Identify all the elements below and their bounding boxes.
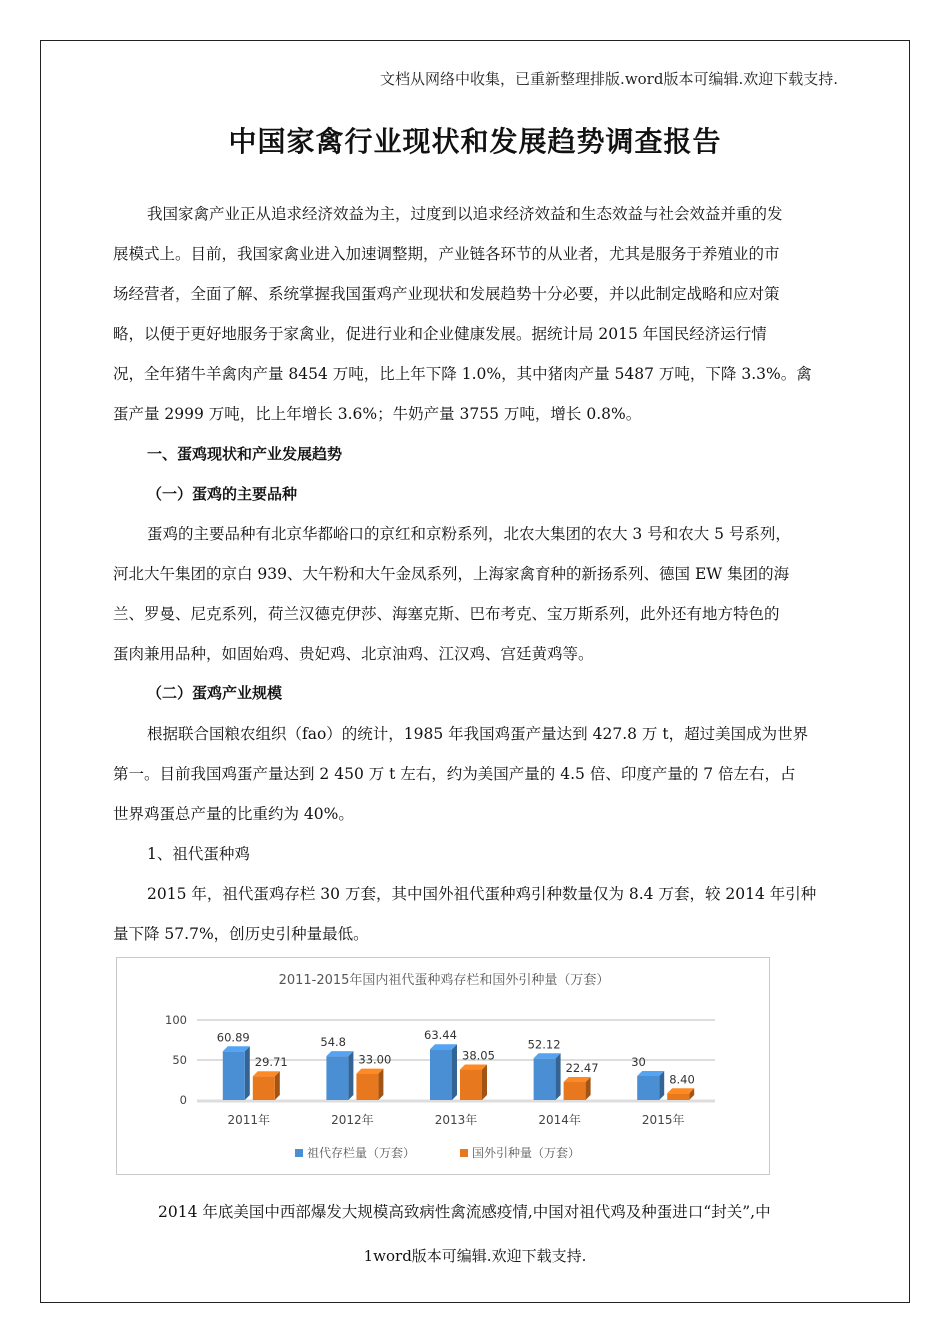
y-tick-label: 100 — [165, 1013, 187, 1027]
data-label: 8.40 — [669, 1072, 695, 1087]
subsection-heading: （二）蛋鸡产业规模 — [147, 684, 283, 702]
x-tick-label: 2011年 — [227, 1113, 271, 1127]
subsection-heading: （一）蛋鸡的主要品种 — [147, 485, 298, 503]
bar-side — [659, 1071, 664, 1100]
data-label: 38.05 — [462, 1048, 495, 1063]
bar — [460, 1070, 482, 1100]
bar-chart — [116, 957, 770, 1175]
bar — [253, 1076, 275, 1100]
paragraph-line: 略，以便于更好地服务于家禽业，促进行业和企业健康发展。据统计局 2015 年国民经济运行情 — [113, 325, 767, 343]
paragraph-line: 第一。目前我国鸡蛋产量达到 2 450 万 t 左右，约为美国产量的 4.5 倍、印度产量的 7 倍左右，占 — [113, 765, 796, 783]
data-label: 52.12 — [527, 1037, 561, 1052]
paragraph-line: 量下降 57.7%，创历史引种量最低。 — [113, 925, 369, 943]
bar — [667, 1093, 689, 1100]
bar — [326, 1056, 348, 1100]
y-tick-label: 0 — [179, 1093, 187, 1107]
legend-swatch — [460, 1149, 468, 1157]
data-label: 30 — [631, 1055, 646, 1069]
list-heading: 1、祖代蛋种鸡 — [147, 845, 250, 863]
paragraph-line: 2014 年底美国中西部爆发大规模高致病性禽流感疫情,中国对祖代鸡及种蛋进口“封关”,中 — [158, 1203, 771, 1221]
data-label: 33.00 — [358, 1052, 392, 1067]
paragraph-line: 蛋鸡的主要品种有北京华都峪口的京红和京粉系列，北农大集团的农大 3 号和农大 5 号系列， — [147, 525, 791, 543]
paragraph-line: 蛋肉兼用品种，如固始鸡、贵妃鸡、北京油鸡、江汉鸡、宫廷黄鸡等。 — [113, 645, 594, 663]
legend-swatch — [295, 1149, 303, 1157]
paragraph-line: 蛋产量 2999 万吨，比上年增长 3.6%；牛奶产量 3755 万吨，增长 0.8%。 — [113, 405, 642, 423]
bar — [430, 1049, 452, 1100]
section-heading: 一、蛋鸡现状和产业发展趋势 — [147, 445, 343, 463]
bar — [534, 1058, 556, 1100]
paragraph-line: 世界鸡蛋总产量的比重约为 40%。 — [113, 805, 354, 823]
chart-title: 2011-2015年国内祖代蛋种鸡存栏和国外引种量（万套） — [278, 973, 610, 988]
data-label: 60.89 — [216, 1030, 250, 1045]
bar — [637, 1076, 659, 1100]
paragraph-line: 场经营者，全面了解、系统掌握我国蛋鸡产业现状和发展趋势十分必要，并以此制定战略和应对策 — [113, 285, 780, 303]
bar-side — [348, 1051, 353, 1100]
data-label: 29.71 — [254, 1055, 288, 1070]
legend-label: 祖代存栏量（万套） — [307, 1146, 416, 1160]
bar-side — [275, 1071, 280, 1100]
bar — [223, 1051, 245, 1100]
page-title: 中国家禽行业现状和发展趋势调查报告 — [228, 125, 722, 158]
y-tick-label: 50 — [172, 1053, 187, 1067]
bar-side — [452, 1044, 457, 1100]
header-note: 文档从网络中收集，已重新整理排版.word版本可编辑.欢迎下载支持. — [380, 70, 838, 88]
x-tick-label: 2015年 — [641, 1113, 685, 1127]
paragraph-line: 兰、罗曼、尼克系列，荷兰汉德克伊莎、海塞克斯、巴布考克、宝万斯系列，此外还有地方特色的 — [113, 605, 780, 623]
paragraph-line: 河北大午集团的京白 939、大午粉和大午金凤系列，上海家禽育种的新扬系列、德国 EW 集团的海 — [113, 565, 790, 583]
footer-note: 1word版本可编辑.欢迎下载支持. — [363, 1247, 587, 1265]
bar-side — [378, 1069, 383, 1100]
paragraph-line: 根据联合国粮农组织（fao）的统计，1985 年我国鸡蛋产量达到 427.8 万 t，超过美国成为世界 — [147, 725, 809, 743]
bar — [564, 1082, 586, 1100]
bar-side — [245, 1046, 250, 1100]
data-label: 54.8 — [320, 1035, 347, 1050]
legend-label: 国外引种量（万套） — [472, 1146, 581, 1160]
paragraph-line: 2015 年，祖代蛋鸡存栏 30 万套，其中国外祖代蛋种鸡引种数量仅为 8.4 万套，较 2014 年引种 — [147, 885, 817, 903]
bar-side — [482, 1065, 487, 1100]
data-label: 22.47 — [565, 1061, 599, 1076]
data-label: 63.44 — [424, 1028, 457, 1043]
paragraph-line: 况，全年猪牛羊禽肉产量 8454 万吨，比上年下降 1.0%，其中猪肉产量 5487 万吨，下降 3.3%。禽 — [113, 365, 812, 383]
x-tick-label: 2013年 — [434, 1113, 478, 1127]
paragraph-line: 我国家禽产业正从追求经济效益为主，过度到以追求经济效益和生态效益与社会效益并重的发 — [147, 205, 783, 223]
paragraph-line: 展模式上。目前，我国家禽业进入加速调整期，产业链各环节的从业者，尤其是服务于养殖业的市 — [113, 245, 780, 263]
bar-side — [556, 1053, 561, 1100]
bar — [356, 1074, 378, 1100]
x-tick-label: 2014年 — [538, 1113, 581, 1127]
chart-canvas — [117, 958, 771, 1176]
x-tick-label: 2012年 — [331, 1113, 374, 1127]
